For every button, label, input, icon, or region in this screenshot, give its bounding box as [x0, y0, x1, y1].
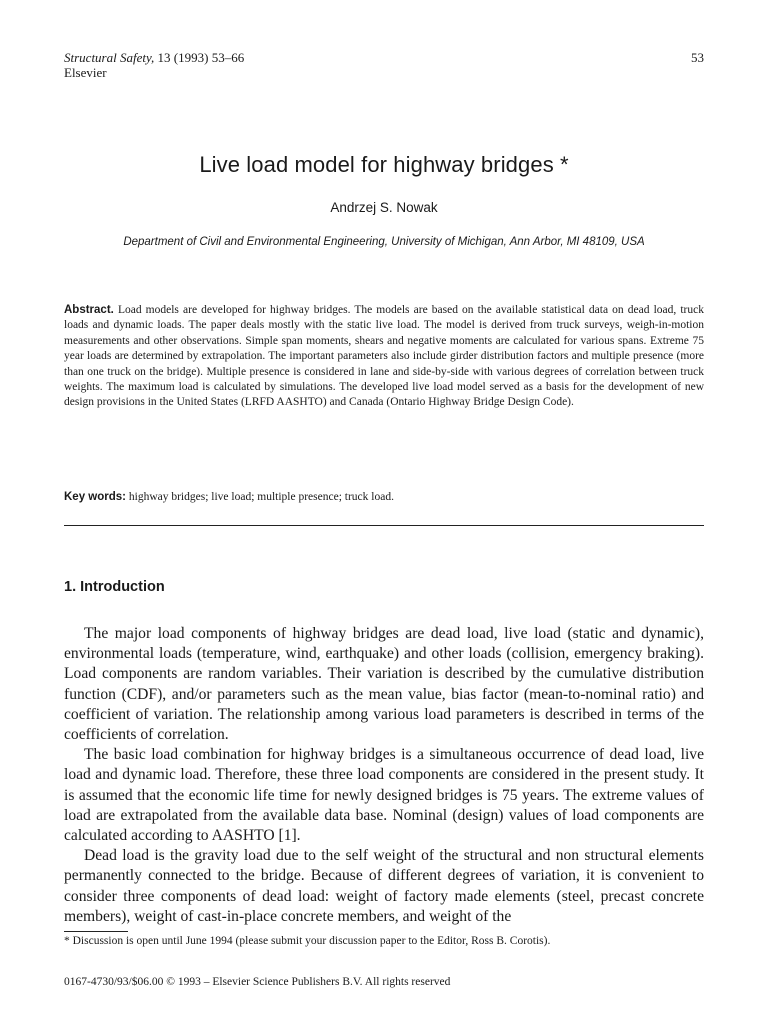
journal-header [64, 50, 244, 80]
journal-name: Structural Safety, [64, 50, 155, 65]
paragraph: Dead load is the gravity load due to the self weight of the structural and non structural elements permanently connected to the bridge. Because of different degrees of variation, it is convenient to consider three components of dead load: weight of factory made elements (steel, precast concrete members), weight of cast-in-place concrete members, and weight of the [64, 847, 704, 925]
abstract [64, 303, 704, 411]
footnote: * Discussion is open until June 1994 (please submit your discussion paper to the Editor, Ross B. Corotis). [64, 935, 551, 947]
affiliation: Department of Civil and Environmental Engineering, University of Michigan, Ann Arbor, MI 48109, USA [123, 236, 645, 248]
abstract-text: Load models are developed for highway bridges. The models are based on the available statistical data on dead load, truck loads and dynamic loads. The paper deals mostly with the static live load. The model is derived from truck surveys, weigh-in-motion measurements and other observations. Simple span moments, shears and negative moments are calculated for various spans. Extreme 75 year loads are determined by extrapolation. The important parameters also include girder distribution factors and multiple presence (more than one truck on the bridge). Multiple presence is considered in lane and side-by-side with various degrees of correlation between truck weights. The maximum load is calculated by simulations. The developed live load model served as a basis for the development of new design provisions in the United States (LRFD AASHTO) and Canada (Ontario Highway Bridge Design Code). [64, 304, 704, 409]
publisher: Elsevier [64, 65, 107, 80]
keywords-text: highway bridges; live load; multiple presence; truck load. [126, 491, 394, 503]
keywords [64, 491, 704, 503]
paragraph: The major load components of highway bridges are dead load, live load (static and dynamic), environmental loads (temperature, wind, earthquake) and other loads (collision, emergency braking). Load components are random variables. Their variation is described by the cumulative distribution function (CDF), and/or parameters such as the mean value, bias factor (mean-to-nominal ratio) and coefficient of variation. The relationship among various load parameters is described in terms of the coefficients of correlation. [64, 625, 704, 744]
copyright-line: 0167-4730/93/$06.00 © 1993 – Elsevier Science Publishers B.V. All rights reserved [64, 976, 451, 988]
abstract-label: Abstract. [64, 304, 114, 316]
keywords-label: Key words: [64, 491, 126, 503]
paper-title: Live load model for highway bridges * [199, 152, 569, 177]
journal-volume: 13 (1993) 53–66 [154, 50, 245, 65]
footnote-rule [64, 931, 128, 932]
divider [64, 525, 704, 526]
section-heading: 1. Introduction [64, 579, 165, 595]
paragraph: The basic load combination for highway bridges is a simultaneous occurrence of dead load, live load and dynamic load. Therefore, these three load components are considered in the present study. It is assumed that the economic life time for newly designed bridges is 75 years. The extreme values of load are extrapolated from the available data base. Nominal (design) values of load components are calculated according to AASHTO [1]. [64, 746, 704, 845]
journal-citation [64, 50, 244, 65]
page-number: 53 [691, 50, 704, 65]
author-name: Andrzej S. Nowak [330, 200, 438, 215]
body-text [64, 624, 704, 927]
